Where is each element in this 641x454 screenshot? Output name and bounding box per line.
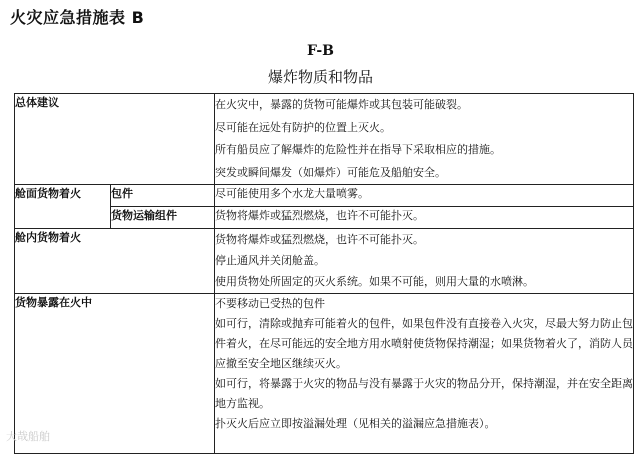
exposed-line: 如可行，清除或抛弃可能着火的包件，如果包件没有直接卷入火灾，尽最大努力防止包件着火，在尽可能远的安全地方用水喷射使货物保持潮湿；如果货物着火了，消防人员应撤至安全地区继续灭火。 [215, 317, 633, 370]
sublabel-transport-unit: 货物运输组件 [111, 207, 215, 229]
exposed-line: 如可行，将暴露于火灾的物品与没有暴露于火灾的物品分开，保持潮湿，并在安全距离地方监视。 [215, 377, 633, 410]
deck-packages-cell [215, 185, 634, 207]
general-line: 突发或瞬间爆发（如爆炸）可能危及船舶安全。 [215, 165, 446, 179]
deck-unit-cell [215, 207, 634, 229]
table-code: F-B [307, 43, 334, 59]
table-row [15, 294, 634, 454]
hold-line: 货物将爆炸或猛烈燃烧，也许不可能扑灭。 [215, 233, 424, 246]
general-line: 所有船员应了解爆炸的危险性并在指导下采取相应的措施。 [215, 143, 501, 156]
deck-line: 尽可能使用多个水龙大量喷雾。 [215, 187, 369, 200]
row-label-general: 总体建议 [15, 94, 215, 185]
general-line: 在火灾中，暴露的货物可能爆炸或其包装可能破裂。 [215, 98, 468, 111]
hold-line: 使用货物处所固定的灭火系统。如果不可能，则用大量的水喷淋。 [215, 275, 534, 288]
hold-fire-cell [215, 229, 634, 294]
table-row [15, 229, 634, 294]
row-label-deck: 舱面货物着火 [15, 185, 111, 229]
exposed-line: 不要移动已受热的包件 [215, 297, 325, 310]
document-title: 火灾应急措施表 B [10, 8, 145, 27]
hold-line: 停止通风并关闭舱盖。 [215, 254, 325, 267]
exposed-line: 扑灭火后应立即按溢漏处理（见相关的溢漏应急措施表）。 [215, 417, 496, 430]
table-subtitle: 爆炸物质和物品 [267, 68, 373, 86]
deck-line: 货物将爆炸或猛烈燃烧，也许不可能扑灭。 [215, 209, 424, 222]
table-row [15, 94, 634, 185]
watermark: 大哉船舶 [6, 430, 50, 443]
general-line: 尽可能在远处有防护的位置上灭火。 [215, 120, 391, 134]
general-advice-cell [215, 94, 634, 185]
row-label-hold: 舱内货物着火 [15, 229, 215, 294]
sublabel-packages: 包件 [111, 185, 215, 207]
exposed-cargo-cell [215, 294, 634, 454]
table-row [15, 185, 634, 207]
row-label-exposed: 货物暴露在火中 [15, 294, 215, 454]
fire-schedule-table [14, 93, 634, 454]
